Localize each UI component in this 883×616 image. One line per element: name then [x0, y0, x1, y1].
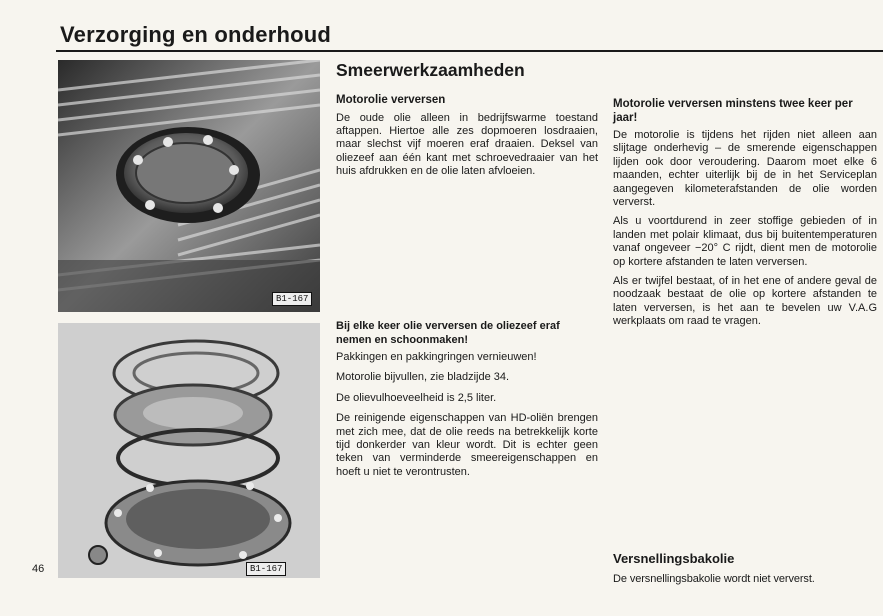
column-1	[336, 94, 598, 185]
paragraph-doubt: Als er twijfel bestaat, of in het ene of andere geval de noodzaak bestaat de olie op kortere afstanden te laten verversen, is het aan te bevelen uw V.A.G werkplaats om raad te vragen.	[613, 275, 877, 328]
strainer-note: Bij elke keer olie verversen de oliezeef eraf nemen en schoonmaken!	[336, 320, 560, 346]
paragraph-drain: De oude olie alleen in bedrijfswarme toestand aftappen. Hiertoe alle zes dopmoeren losdraaien, maar slechst vijf moeren eraf draaien. Deksel van oliezeef aan één kant met schroevedraaier van het huis afdrukken en de olie laten afvloeien.	[336, 111, 598, 178]
paragraph-gaskets: Pakkingen en pakkingringen vernieuwen!	[336, 351, 537, 363]
oil-strainer-parts-photo	[58, 323, 320, 578]
paragraph-capacity: De olievulhoeveelheid is 2,5 liter.	[336, 391, 497, 404]
page-number: 46	[32, 563, 45, 575]
heading-twice-a-year: Motorolie verversen minstens twee keer per jaar!	[613, 98, 853, 124]
paragraph-wear: De motorolie is tijdens het rijden niet alleen aan slijtage onderhevig – de smerende eigenschappen lijden ook door veroudering. Daarom moet elke 6 maanden, echter uiterlijk bij de in het Serviceplan aangegeven kilometerafstanden de olie worden ververst.	[613, 129, 877, 209]
paragraph-refill: Motorolie bijvullen, zie bladzijde 34.	[336, 371, 510, 384]
column-2	[613, 98, 877, 335]
paragraph-dusty: Als u voortdurend in zeer stoffige gebieden of in landen met polair klimaat, dus bij buitentemperaturen vanaf ongeveer −20° C rijdt, dient men de motorolie op kortere afstanden te laten verversen.	[613, 215, 877, 268]
paragraph-hd-oil: De reinigende eigenschappen van HD-oliën brengen met zich mee, dat de olie reeds na betrekkelijk korte tijd donkerder van kleur wordt. Dit is echter geen teken van verminderde smeereigenschappen en hoeft u niet te verontrusten.	[336, 412, 598, 478]
paragraph-gearbox-oil: De versnellingsbakolie wordt niet ververst.	[613, 573, 815, 585]
page-title: Verzorging en onderhoud	[60, 22, 332, 47]
section-title: Smeerwerkzaamheden	[336, 60, 525, 80]
figure-label: B1-167	[272, 292, 312, 306]
heading-gearbox-oil: Versnellingsbakolie	[613, 551, 735, 566]
header-rule	[56, 50, 883, 52]
figure-label: B1-167	[246, 562, 286, 576]
engine-oil-strainer-photo	[58, 60, 320, 312]
heading-oil-change: Motorolie verversen	[336, 94, 446, 106]
column-1-lower	[336, 320, 598, 485]
